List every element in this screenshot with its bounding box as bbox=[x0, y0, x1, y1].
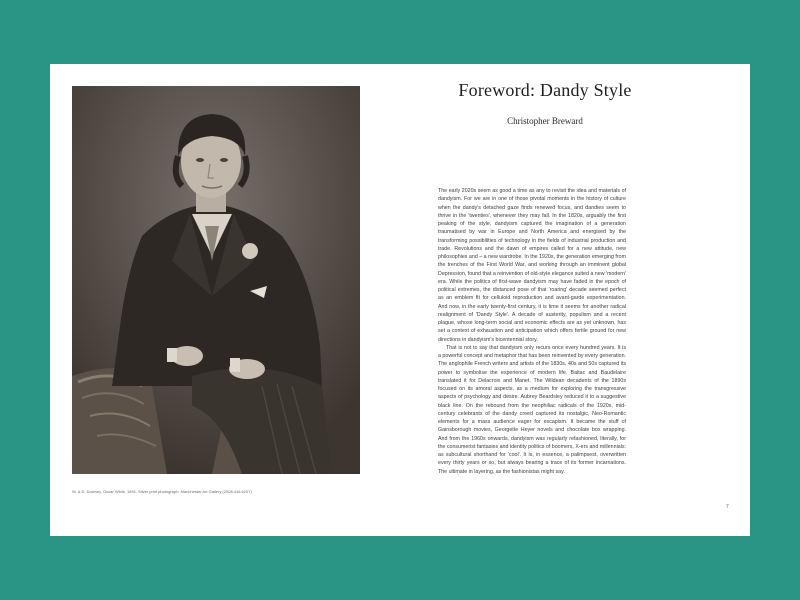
chapter-title: Foreword: Dandy Style bbox=[458, 80, 632, 100]
portrait-photograph bbox=[72, 86, 360, 474]
page-number: 7 bbox=[726, 504, 729, 510]
author-name: Christopher Breward bbox=[507, 116, 583, 126]
book-spread bbox=[50, 64, 750, 536]
foreword-body bbox=[438, 187, 626, 476]
paragraph: The early 2020s seem as good a time as any to revisit the idea and materials of dandyism. For we are in one of those pivotal moments in the history of culture when the dandy's detached gaze finds renewed focus, and dandies seem to thrive in the 'twenties', whenever they may fall. In the 1820s, arguably the first peaking of the style, dandyism captured the imagination of a generation traumatised by war in Europe and North America and energised by the transforming possibilities of technology in the fields of industrial production and trade. Revolutions and the dawn of empires called for a new attitude, new philosophies and – a new wardrobe. In the 1920s, the generation emerging from the trenches of the First World War, and working through an imminent global Depression, found that a reinvention of old-style elegance suited a new 'modern' era. While the politics of first-wave dandyism may have faded in the epoch of political extremes, the distanced pose of that 'roaring' decade seemed perfect as an emblem fit for celluloid reproduction and avant-garde experimentation. And now, in the early twenty-first century, it is time it seems for another radical realignment of 'Dandy Style'. A decade of austerity, populism and a recent plague, whose long-term social and economic effects are as yet unknown, has set a context of exhaustion and anticipation which offers fertile ground for new directions in dandyism's bicentennial story. bbox=[438, 188, 626, 343]
paragraph: That is not to say that dandyism only recurs once every hundred years. It is a powerful concept and metaphor that has been reinvented by every generation. The anglophile French writers and artists of the 1830s, 40s and 50s captured its power to symbolise the experience of modern life. Baltac and Baudelaire translated it for Delacroix and Manet. The Wildean decadents of the 1890s focused on its amoral aspects, as a medium for exploring the transgressive aspects of psychology and desire. Aubrey Beardsley reduced it to a suggestive black line. On the rebound from the neophiliac radicals of the 1920s, mid-century celebrants of the dandy creed captured its nostalgic, Neo-Romantic elements for a mass audience eager for escapism. It became the stuff of Gainsborough movies, Georgette Heyer novels and chocolate box wrapping. And from the 1960s onwards, dandyism was regularly refashioned, literally, for the consumerist fantasies and identity politics of boomers, X-ers and millennials: as subcultural shorthand for 'cool'. It is, in essence, a palimpsest, overwritten every thirty years or so, but always bearing a trace of its former incarnations. The ultimate in layering, as the fashionistas might say. bbox=[438, 344, 626, 475]
portrait-figure bbox=[72, 86, 360, 474]
photo-caption: W. & D. Downey, Oscar Wilde, 1891. Silver print photograph. Manchester Art Gallery (2008.416.6207) bbox=[72, 489, 252, 494]
